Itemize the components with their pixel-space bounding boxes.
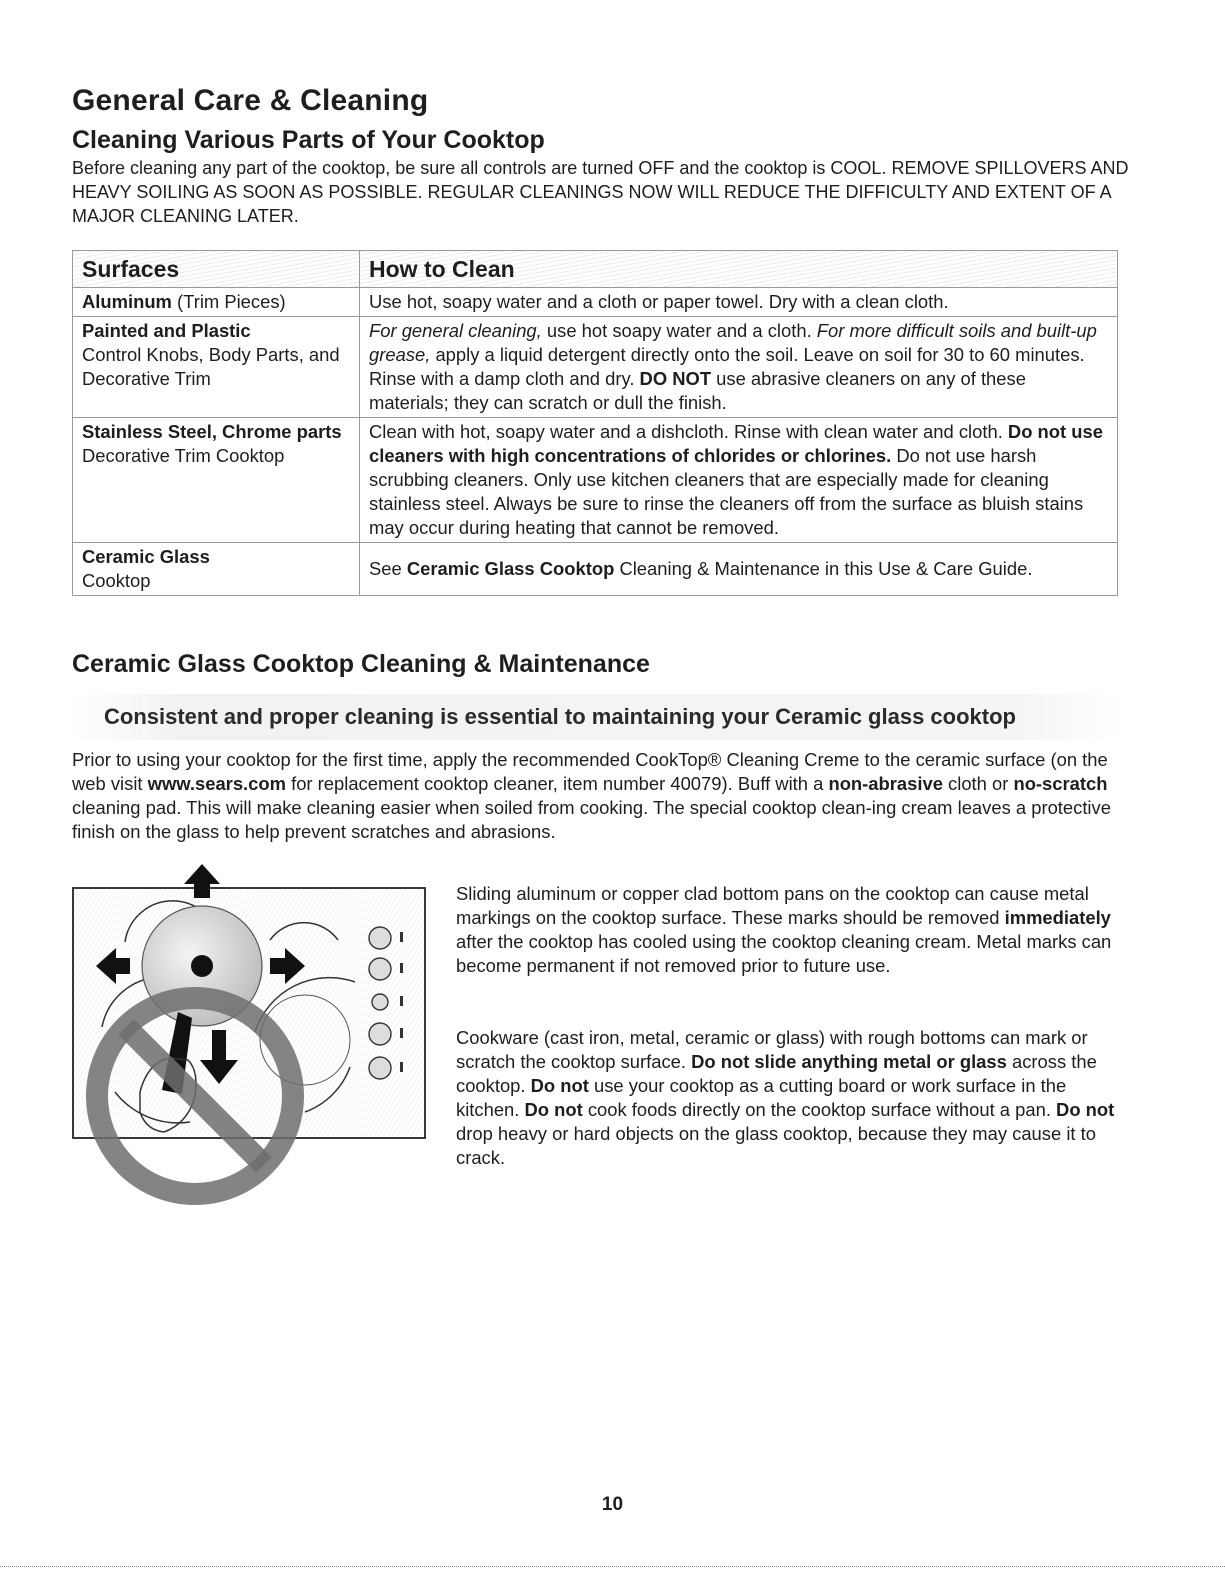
surface-cell [73,418,360,543]
text-run: drop heavy or hard objects on the glass cooktop, because they may cause it to crack. [456,1123,1096,1168]
no-sliding-pans-icon [70,862,430,1222]
text-run: www.sears.com [147,773,286,794]
text-run: Do not use cleaners with high concentrations of chlorides or chlorines. [369,421,1103,466]
text-run: Do not [530,1075,589,1096]
text-run: cleaning pad. This will make cleaning easier when soiled from cooking. The special cooktop clean-ing cream leaves a protective finish on the glass to help prevent scratches and abrasions. [72,797,1111,842]
text-run: See [369,558,407,579]
text-run: Ceramic Glass Cooktop [406,558,615,579]
text-run: cook foods directly on the cooktop surface without a pan. [582,1099,1057,1120]
how-to-clean-cell [360,288,1118,317]
table-header-row [73,251,1118,288]
how-to-clean-cell [360,543,1118,596]
text-run: Do not [524,1099,583,1120]
surface-detail: Control Knobs, Body Parts, and Decorative Trim [82,344,340,389]
text-run: DO NOT [639,368,712,389]
surface-detail: Cooktop [82,570,151,591]
page-number: 10 [601,1494,624,1515]
how-to-clean-cell [360,418,1118,543]
text-run: Do not slide anything metal or glass [691,1051,1007,1072]
table-row [73,543,1118,596]
text-run: use hot soapy water and a cloth. [541,320,817,341]
section-heading-ceramic-glass: Ceramic Glass Cooktop Cleaning & Maintenance [72,650,650,678]
how-to-clean-cell [360,317,1118,418]
surface-name: Aluminum [82,291,172,312]
cookware-paragraph [456,1026,1116,1170]
cleaning-table [72,250,1118,596]
text-run: no-scratch [1013,773,1108,794]
text-run: Sliding aluminum or copper clad bottom pans on the cooktop can cause metal markings on the cooktop surface. These marks should be removed [456,883,1089,928]
intro-paragraph: Before cleaning any part of the cooktop, be sure all controls are turned OFF and the cooktop is COOL. REMOVE SPILLOVERS AND HEAVY SOILING AS SOON AS POSSIBLE. REGULAR CLEANINGS NOW WILL REDUCE THE DIFFICULTY AND EXTENT OF A MAJOR CLEANING LATER. [72,158,1129,226]
text-run: apply a liquid detergent directly onto the soil. Leave on soil for 30 to 60 minutes. Rinse with a damp cloth and dry. [369,344,1085,389]
text-run: Cleaning & Maintenance in this Use & Care Guide. [614,558,1033,579]
surface-name: Stainless Steel, Chrome parts [82,421,342,442]
text-run: after the cooktop has cooled using the cooktop cleaning cream. Metal marks can become permanent if not removed prior to future use. [456,931,1112,976]
text-run: cloth or [942,773,1014,794]
table-row [73,418,1118,543]
surface-cell [73,317,360,418]
page-bottom-rule [0,1566,1225,1567]
surface-detail: (Trim Pieces) [171,291,286,312]
text-run: Use hot, soapy water and a cloth or paper towel. Dry with a clean cloth. [369,291,949,312]
text-run: Prior to using your cooktop for the first time, apply the recommended CookTop® Cleaning Creme to the ceramic surface (on the web visit [72,749,1108,794]
text-run: use your cooktop as a cutting board or work surface in the kitchen. [456,1075,1067,1120]
text-run: use abrasive cleaners on any of these materials; they can scratch or dull the finish. [369,368,1026,413]
surface-name: Painted and Plastic [82,320,251,341]
table-row [73,288,1118,317]
page-title: General Care & Cleaning [72,84,429,117]
sliding-pans-paragraph [456,882,1116,978]
surface-cell [73,543,360,596]
surface-name: Ceramic Glass [82,546,210,567]
text-run: for replacement cooktop cleaner, item number 40079). Buff with a [285,773,829,794]
section-heading-cleaning-parts: Cleaning Various Parts of Your Cooktop [72,126,545,154]
text-run: Do not [1056,1099,1115,1120]
prior-use-paragraph [72,748,1122,844]
header-surfaces: Surfaces [73,251,360,288]
header-how-to-clean: How to Clean [360,251,1118,288]
text-run: non-abrasive [828,773,943,794]
text-run: For general cleaning, [369,320,542,341]
text-run: Cookware (cast iron, metal, ceramic or glass) with rough bottoms can mark or scratch the cooktop surface. [456,1027,1088,1072]
text-run: Do not use harsh scrubbing cleaners. Only use kitchen cleaners that are especially made for cleaning stainless steel. Always be sure to rinse the cleaners off from the surface as bluish stains may occur during heating that cannot be removed. [369,445,1084,538]
banner-text: Consistent and proper cleaning is essential to maintaining your Ceramic glass cooktop [104,704,1016,729]
text-run: immediately [1004,907,1111,928]
surface-detail: Decorative Trim Cooktop [82,445,285,466]
surface-cell [73,288,360,317]
table-row [73,317,1118,418]
text-run: across the cooktop. [456,1051,1097,1096]
text-run: For more difficult soils and built-up grease, [369,320,1097,365]
text-run: Clean with hot, soapy water and a dishcloth. Rinse with clean water and cloth. [369,421,1008,442]
